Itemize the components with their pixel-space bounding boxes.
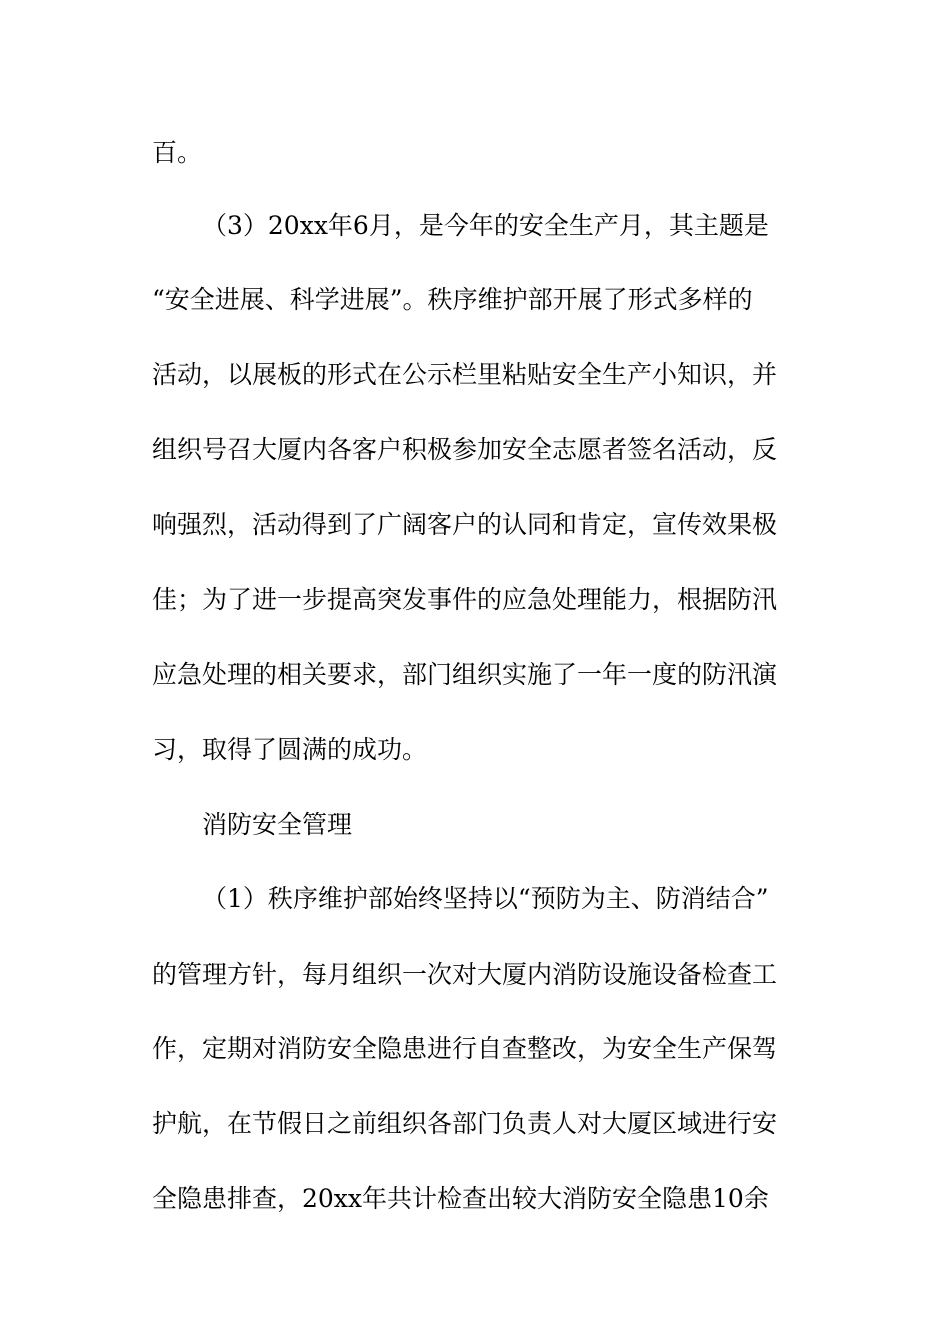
text-line-8: 应急处理的相关要求，部门组织实施了一年一度的防汛演 [152, 660, 778, 689]
text-line-7: 佳；为了进一步提高突发事件的应急处理能力，根据防汛 [152, 585, 778, 614]
section-heading: 消防安全管理 [202, 810, 353, 839]
text-line-1: 百。 [152, 138, 203, 167]
text-line-5: 组织号召大厦内各客户积极参加安全志愿者签名活动，反 [152, 435, 778, 464]
text-line-6: 响强烈，活动得到了广阔客户的认同和肯定，宣传效果极 [152, 510, 778, 539]
text-line-11: （1）秩序维护部始终坚持以“预防为主、防消结合” [202, 884, 769, 913]
text-line-15: 全隐患排查，20xx年共计检查出较大消防安全隐患10余 [152, 1184, 769, 1213]
text-line-12: 的管理方针，每月组织一次对大厦内消防设施设备检查工 [152, 960, 778, 989]
text-line-3: “安全进展、科学进展”。秩序维护部开展了形式多样的 [152, 285, 753, 314]
text-line-14: 护航，在节假日之前组织各部门负责人对大厦区域进行安 [152, 1109, 778, 1138]
text-line-4: 活动，以展板的形式在公示栏里粘贴安全生产小知识，并 [152, 360, 778, 389]
text-line-13: 作，定期对消防安全隐患进行自查整改，为安全生产保驾 [152, 1034, 778, 1063]
text-line-2: （3）20xx年6月，是今年的安全生产月，其主题是 [202, 211, 769, 240]
text-line-9: 习，取得了圆满的成功。 [152, 735, 428, 764]
